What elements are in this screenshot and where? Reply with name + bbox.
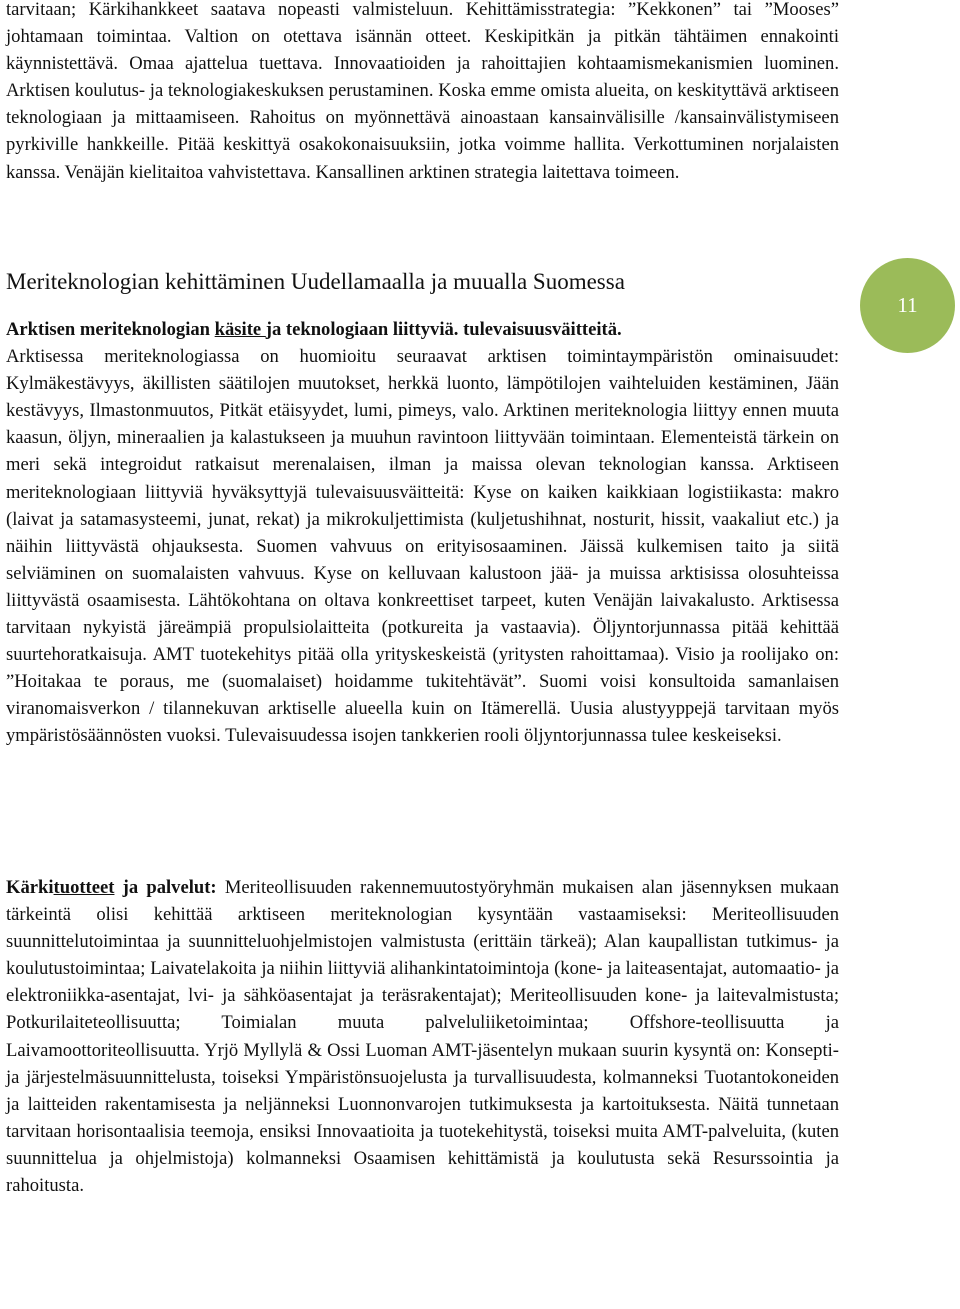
intro-paragraph: tarvitaan; Kärkihankkeet saatava nopeasti valmisteluun. Kehittämisstrategia: ”Kekkonen” tai ”Mooses” johtamaan toimintaa. Valtion on otettava isännän otteet. Keskipitkän ja pitkän tähtäimen ennakointi käynnistettävä. Omaa ajattelua tuettava. Innovaatioiden ja rahoittajien kohtaamismekanismien luominen. Arktisen koulutus- ja teknologiakeskuksen perustaminen. Koska emme omista alueita, on keskityttävä arktiseen teknologiaan ja mittaamiseen. Rahoitus on myönnettävä ainoastaan kansainvälisille /kansainvälistymiseen pyrkiville hankkeille. Pitää keskittyä osakokonaisuuksiin, jotka voimme hallita. Verkottuminen norjalaisten kanssa. Venäjän kielitaitoa vahvistettava. Kansallinen arktinen strategia laitettava toimeen. <box>6 0 839 183</box>
section2-lead <box>6 319 622 340</box>
section3-lead <box>6 877 217 898</box>
section2-lead-part2: ja teknologiaan liittyviä. tulevaisuusväitteitä. <box>265 319 622 340</box>
section2-lead-part1: Arktisen meriteknologian <box>6 319 215 340</box>
section3-lead-part2: ja palvelut: <box>114 877 217 898</box>
section3-body: Meriteollisuuden rakennemuutostyöryhmän mukaisen alan jäsennyksen mukaan tärkeintä olisi kehittää arktiseen meriteknologian kysyntään vastaamiseksi: Meriteollisuuden suunnittelutoimintaa ja suunnitteluohjelmistojen valmistusta (erittäin tärkeä); Alan kaupallistan tutkimus- ja koulutustoimintaa; Laivatelakoita ja niihin liittyviä alihankintatoimintoja (kone- ja laiteasentajat, automaatio- ja elektroniikka-asentajat, lvi- ja sähköasentajat ja teräsrakentajat); Meriteollisuuden kone- ja laitevalmistusta; Potkurilaiteteollisuutta; Toimialan muuta palveluliiketoimintaa; Offshore-teollisuutta ja Laivamoottoriteollisuutta. Yrjö Myllylä & Ossi Luoman AMT-jäsentelyn mukaan suurin kysyntä on: Konsepti- ja järjestelmäsuunnittelusta, toiseksi Ympäristönsuojelusta ja turvallisuudesta, kolmanneksi Tuotantokoneiden ja laitteiden rakentamisesta ja neljänneksi Luonnonvarojen tutkimuksesta ja kartoituksesta. Näitä tunnetaan tarvitaan horisontaalisia teemoja, ensiksi Innovaatioita ja tuotekehitystä, toiseksi muita AMT-palveluita, (kuten suunnittelua ja ohjelmistoja) kolmanneksi Osaamisen kehittämistä ja koulutusta sekä Resurssointia ja rahoitusta. <box>6 877 840 1197</box>
section2-body: Arktisessa meriteknologiassa on huomioitu seuraavat arktisen toimintaympäristön ominaisuudet: Kylmäkestävyys, äkillisten säätilojen muutokset, herkkä luonto, lämpötilojen vaihteluiden kestäminen, Jään kestävyys, Ilmastonmuutos, Pitkät etäisyydet, lumi, pimeys, valo. Arktinen meriteknologia liittyy ennen muuta kaasun, öljyn, mineraalien ja kalastukseen ja muuhun ravintoon liittyvään toimintaan. Elementeistä tärkein on meri sekä integroidut ratkaisut merenalaisen, ilman ja maissa olevan teknologian kanssa. Arktiseen meriteknologiaan liittyviä hyväksyttyjä tulevaisuusväitteitä: Kyse on kaiken kaikkiaan logistiikasta: makro (laivat ja satamasysteemi, junat, rekat) ja mikrokuljettimista (kuljetushihnat, nosturit, hissit, vaakaliut etc.) ja näihin liittyvästä ohjauksesta. Suomen vahvuus on erityisosaaminen. Jäissä kulkemisen taito ja siitä selviäminen on suomalaisten vahvuus. Kyse on kelluvaan kalustoon jää- ja muissa arktisissa olosuhteissa liittyvästä osaamisesta. Lähtökohtana on oltava konkreettiset tarpeet, kuten Venäjän laivakalusto. Arktisessa tarvitaan nykyistä järeämpiä propulsiolaitteita (potkureita ja vastaavia). Öljyntorjunnassa pitää kehittää suurtehoratkaisuja. AMT tuotekehitys pitää olla yrityskeskeistä (yritysten rahoittamaa). Visio ja roolijako on: ”Hoitakaa te poraus, me (suomalaiset) hoidamme tukitehtävät”. Suomi voisi konsultoida samanlaisen viranomaisverkon / tilannekuvan arktiselle alueella kuin on Itämerellä. Uusia alustyyppejä tarvitaan myös ympäristösäännösten vuoksi. Tulevaisuudessa isojen tankkerien rooli öljyntorjunnassa tulee keskeiseksi. <box>6 346 839 747</box>
section3-lead-underlined: tuotteet <box>53 877 115 898</box>
page-number: 11 <box>897 293 918 317</box>
page-number-badge <box>860 258 955 353</box>
section-heading: Meriteknologian kehittäminen Uudellamaalla ja muualla Suomessa <box>6 269 625 294</box>
section3-lead-part1: Kärki <box>6 877 54 898</box>
section2-lead-underlined: käsite <box>214 319 266 340</box>
section2-paragraph <box>6 316 839 750</box>
section3-paragraph <box>6 874 839 1199</box>
